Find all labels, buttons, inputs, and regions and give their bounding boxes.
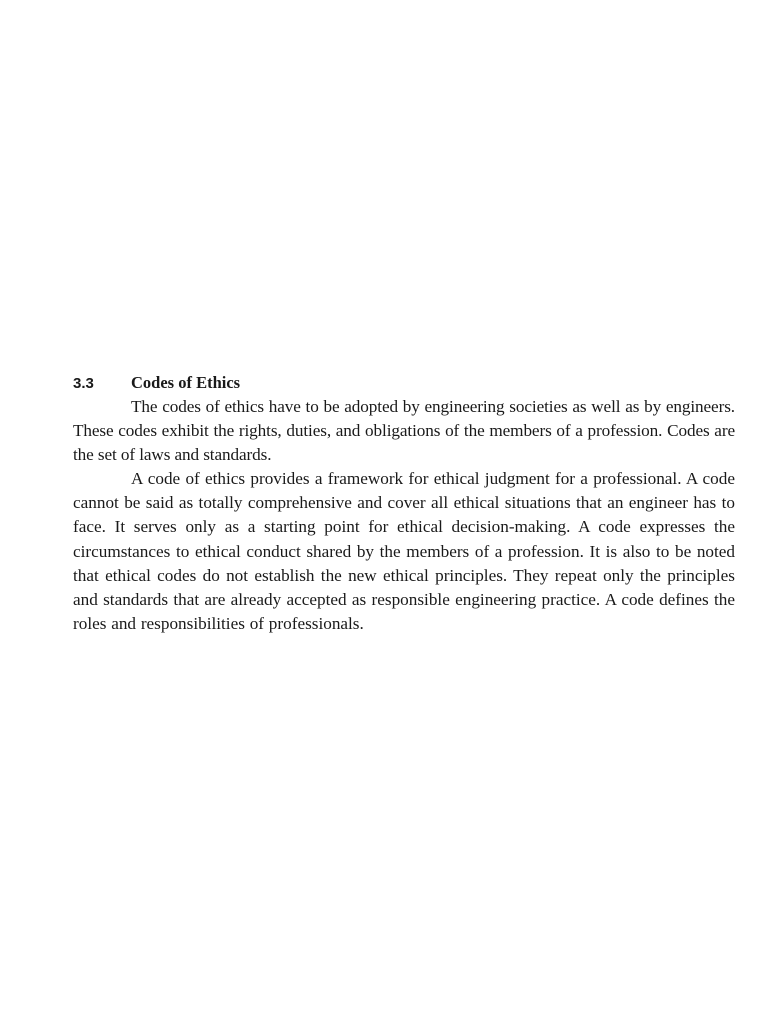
paragraph: The codes of ethics have to be adopted by engineering societies as well as by engineers. These codes exhibit the rights, duties, and obligations of the members of a profession. Codes are the set of laws and standards. xyxy=(73,397,735,465)
paragraph: A code of ethics provides a framework for ethical judgment for a professional. A code cannot be said as totally comprehensive and cover all ethical situations that an engineer has to face. It serves only as a starting point for ethical decision-making. A code expresses the circumstances to ethical conduct shared by the members of a profession. It is also to be noted that ethical codes do not establish the new ethical principles. They repeat only the principles and standards that are already accepted as responsible engineering practice. A code defines the roles and responsibilities of professionals. xyxy=(73,469,735,633)
section-number: 3.3 xyxy=(73,375,94,392)
section-heading xyxy=(73,371,735,395)
section-codes-of-ethics xyxy=(73,371,735,636)
section-title: Codes of Ethics xyxy=(131,373,241,392)
